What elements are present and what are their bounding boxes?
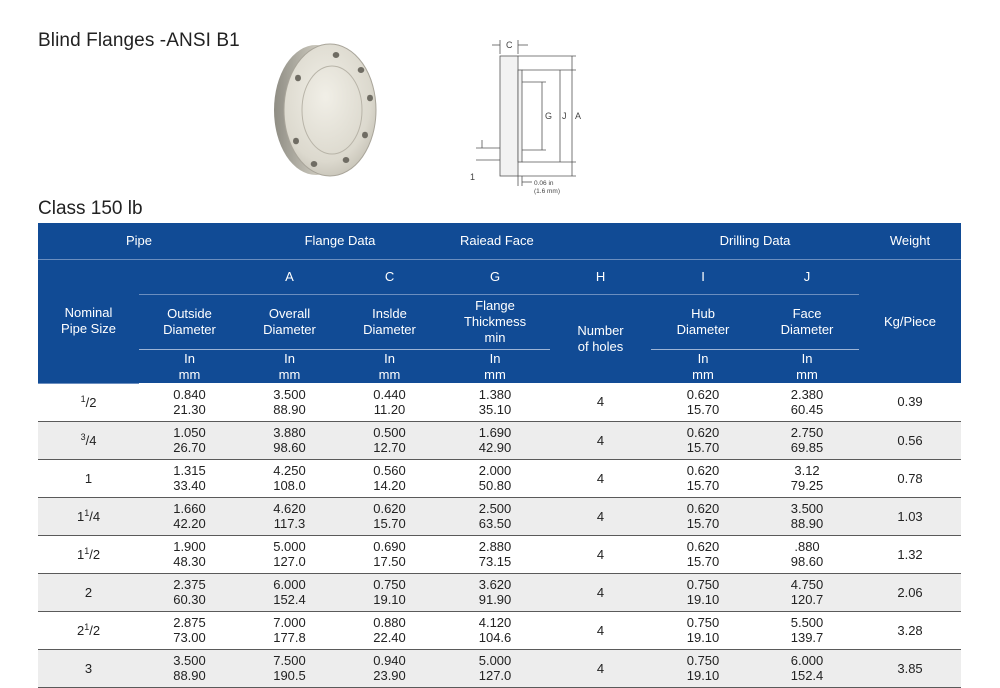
- table-row: [38, 421, 961, 459]
- drawing-label-c: C: [506, 40, 513, 50]
- hub-cell: 0.750 19.10: [651, 611, 755, 649]
- table-row: [38, 383, 961, 421]
- unit-outside: In mm: [139, 350, 240, 384]
- weight-cell: 2.06: [859, 573, 961, 611]
- weight-cell: 0.39: [859, 383, 961, 421]
- group-pipe: Pipe: [38, 223, 240, 260]
- weight-cell: 0.78: [859, 459, 961, 497]
- thickness-cell: 2.000 50.80: [440, 459, 550, 497]
- holes-cell: 4: [550, 535, 651, 573]
- col-letter-c: C: [339, 260, 440, 295]
- group-raised-face: Raiead Face: [440, 223, 651, 260]
- group-flange-data: Flange Data: [240, 223, 440, 260]
- outside-cell: 1.900 48.30: [139, 535, 240, 573]
- hub-cell: 0.750 19.10: [651, 573, 755, 611]
- weight-cell: 1.03: [859, 497, 961, 535]
- flange-data-table: [38, 223, 961, 688]
- hub-cell: 0.620 15.70: [651, 497, 755, 535]
- col-letter-j: J: [755, 260, 859, 295]
- nominal-pipe-size-cell: $^3$/4: [38, 421, 139, 459]
- overall-cell: 5.000 127.0: [240, 535, 339, 573]
- col-overall-diameter: Overall Diameter: [240, 295, 339, 350]
- inside-cell: 0.440 11.20: [339, 383, 440, 421]
- col-hub-diameter: Hub Diameter: [651, 295, 755, 350]
- col-nominal-pipe-size: Nominal Pipe Size: [38, 260, 139, 384]
- thickness-cell: 1.380 35.10: [440, 383, 550, 421]
- col-letter-blank: [139, 260, 240, 295]
- nominal-pipe-size-cell: $^1$/2: [38, 383, 139, 421]
- class-title: Class 150 lb: [38, 198, 143, 219]
- inside-cell: 0.880 22.40: [339, 611, 440, 649]
- unit-inside: In mm: [339, 350, 440, 384]
- table-row: [38, 459, 961, 497]
- face-cell: 3.12 79.25: [755, 459, 859, 497]
- thickness-cell: 1.690 42.90: [440, 421, 550, 459]
- unit-overall: In mm: [240, 350, 339, 384]
- thickness-cell: 2.880 73.15: [440, 535, 550, 573]
- outside-cell: 1.050 26.70: [139, 421, 240, 459]
- overall-cell: 3.880 98.60: [240, 421, 339, 459]
- outside-cell: 2.875 73.00: [139, 611, 240, 649]
- overall-cell: 7.000 177.8: [240, 611, 339, 649]
- page-title: Blind Flanges -ANSI B1: [38, 30, 240, 51]
- col-inside-diameter: Inslde Diameter: [339, 295, 440, 350]
- outside-cell: 2.375 60.30: [139, 573, 240, 611]
- drawing-note-in: 0.06 in: [534, 180, 554, 187]
- table-row: [38, 535, 961, 573]
- face-cell: 5.500 139.7: [755, 611, 859, 649]
- unit-face: In mm: [755, 350, 859, 384]
- blind-flange-photo: [268, 38, 384, 187]
- hub-cell: 0.620 15.70: [651, 535, 755, 573]
- holes-cell: 4: [550, 459, 651, 497]
- weight-cell: 0.56: [859, 421, 961, 459]
- outside-cell: 3.500 88.90: [139, 649, 240, 687]
- face-cell: 3.500 88.90: [755, 497, 859, 535]
- weight-cell: 1.32: [859, 535, 961, 573]
- holes-cell: 4: [550, 573, 651, 611]
- flange-dimension-drawing: [462, 34, 602, 205]
- table-row: [38, 497, 961, 535]
- holes-cell: 4: [550, 383, 651, 421]
- drawing-label-g: G: [545, 111, 553, 121]
- col-outside-diameter: Outside Diameter: [139, 295, 240, 350]
- inside-cell: 0.500 12.70: [339, 421, 440, 459]
- col-face-diameter: Face Diameter: [755, 295, 859, 350]
- inside-cell: 0.620 15.70: [339, 497, 440, 535]
- outside-cell: 0.840 21.30: [139, 383, 240, 421]
- overall-cell: 6.000 152.4: [240, 573, 339, 611]
- inside-cell: 0.560 14.20: [339, 459, 440, 497]
- outside-cell: 1.315 33.40: [139, 459, 240, 497]
- unit-hub: In mm: [651, 350, 755, 384]
- outside-cell: 1.660 42.20: [139, 497, 240, 535]
- group-weight: Weight: [859, 223, 961, 260]
- face-cell: 2.380 60.45: [755, 383, 859, 421]
- hub-cell: 0.750 19.10: [651, 649, 755, 687]
- face-cell: .880 98.60: [755, 535, 859, 573]
- holes-cell: 4: [550, 497, 651, 535]
- overall-cell: 4.620 117.3: [240, 497, 339, 535]
- hub-cell: 0.620 15.70: [651, 383, 755, 421]
- drawing-note-mm: (1.6 mm): [534, 188, 560, 195]
- holes-cell: 4: [550, 611, 651, 649]
- col-letter-a: A: [240, 260, 339, 295]
- nominal-pipe-size-cell: $1^1/4$: [38, 497, 139, 535]
- table-row: [38, 611, 961, 649]
- drawing-label-a: A: [575, 111, 582, 121]
- unit-thickness: In mm: [440, 350, 550, 384]
- nominal-pipe-size-cell: 1: [38, 459, 139, 497]
- face-cell: 2.750 69.85: [755, 421, 859, 459]
- col-letter-g: G: [440, 260, 550, 295]
- table-row: [38, 649, 961, 687]
- hub-cell: 0.620 15.70: [651, 459, 755, 497]
- nominal-pipe-size-cell: $1^1/2$: [38, 535, 139, 573]
- col-flange-thickness: Flange Thickmess min: [440, 295, 550, 350]
- weight-cell: 3.85: [859, 649, 961, 687]
- overall-cell: 4.250 108.0: [240, 459, 339, 497]
- thickness-cell: 5.000 127.0: [440, 649, 550, 687]
- thickness-cell: 4.120 104.6: [440, 611, 550, 649]
- thickness-cell: 2.500 63.50: [440, 497, 550, 535]
- inside-cell: 0.750 19.10: [339, 573, 440, 611]
- col-letter-i: I: [651, 260, 755, 295]
- nominal-pipe-size-cell: 2: [38, 573, 139, 611]
- overall-cell: 3.500 88.90: [240, 383, 339, 421]
- face-cell: 4.750 120.7: [755, 573, 859, 611]
- hub-cell: 0.620 15.70: [651, 421, 755, 459]
- overall-cell: 7.500 190.5: [240, 649, 339, 687]
- holes-cell: 4: [550, 421, 651, 459]
- col-letter-h: H: [550, 260, 651, 295]
- group-drilling-data: Drilling Data: [651, 223, 859, 260]
- drawing-label-one: 1: [470, 172, 476, 182]
- inside-cell: 0.940 23.90: [339, 649, 440, 687]
- nominal-pipe-size-cell: $2^1/2$: [38, 611, 139, 649]
- weight-cell: 3.28: [859, 611, 961, 649]
- col-kg-piece: Kg/Piece: [859, 260, 961, 384]
- col-number-of-holes: Number of holes: [550, 295, 651, 384]
- table-row: [38, 573, 961, 611]
- drawing-label-j: J: [562, 111, 567, 121]
- nominal-pipe-size-cell: 3: [38, 649, 139, 687]
- holes-cell: 4: [550, 649, 651, 687]
- thickness-cell: 3.620 91.90: [440, 573, 550, 611]
- inside-cell: 0.690 17.50: [339, 535, 440, 573]
- face-cell: 6.000 152.4: [755, 649, 859, 687]
